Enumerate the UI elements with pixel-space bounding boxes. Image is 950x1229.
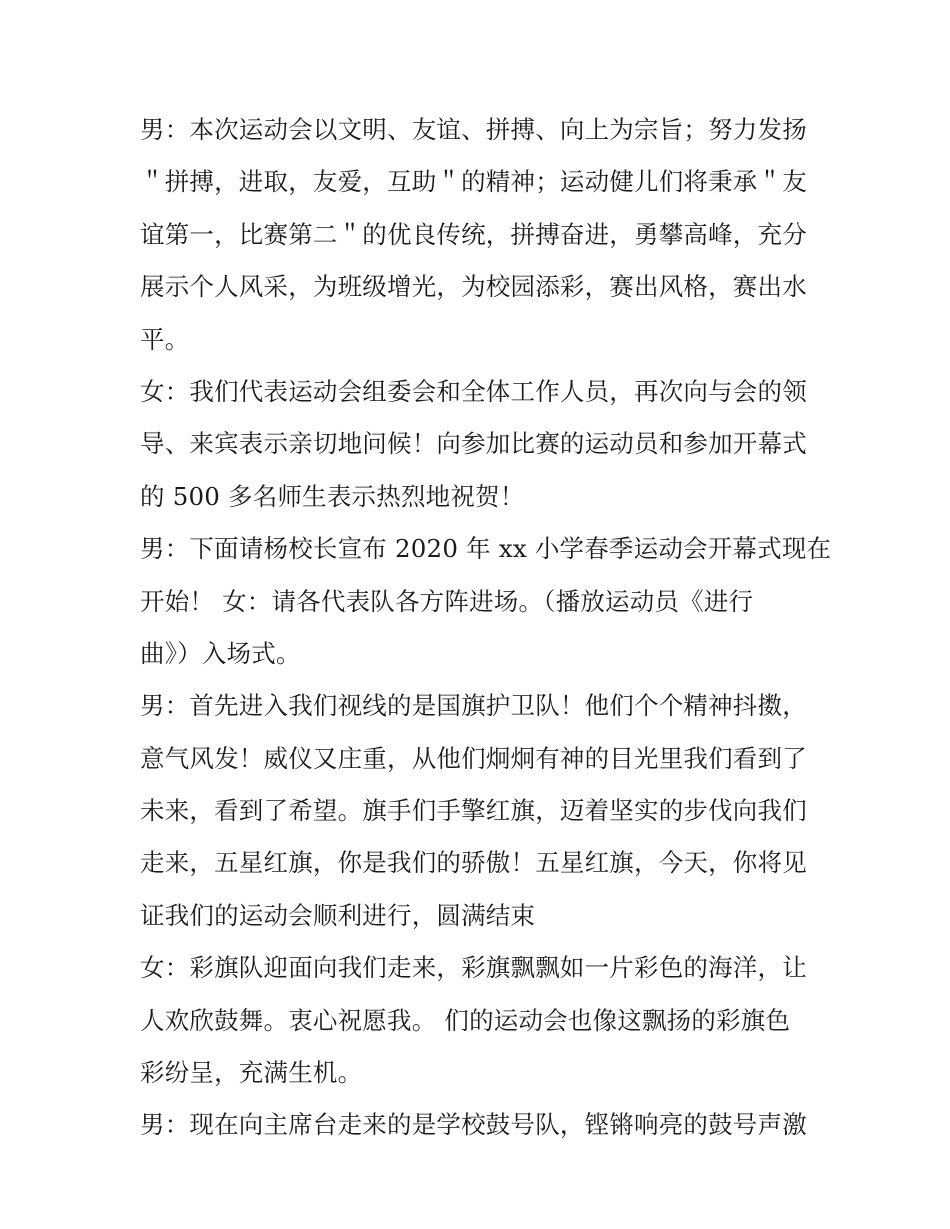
text-line: 女：我们代表运动会组委会和全体工作人员，再次向与会的领 (140, 376, 807, 406)
text-line: 走来，五星红旗，你是我们的骄傲！五星红旗，今天，你将见 (140, 848, 807, 878)
text-line: 导、来宾表示亲切地问候！向参加比赛的运动员和参加开幕式 (140, 429, 807, 459)
text-line: ＂拼搏，进取，友爱，互助＂的精神；运动健儿们将秉承＂友 (140, 167, 807, 197)
text-line: 人欢欣鼓舞。衷心祝愿我。 们的运动会也像这飘扬的彩旗色 (140, 1005, 791, 1035)
document-body (140, 104, 832, 1152)
text-line: 彩纷呈，充满生机。 (140, 1058, 363, 1088)
text-line: 男：下面请杨校长宣布 2020 年 xx 小学春季运动会开幕式现在 (140, 534, 832, 564)
text-line: 女：彩旗队迎面向我们走来，彩旗飘飘如一片彩色的海洋，让 (140, 953, 807, 983)
text-line: 意气风发！威仪又庄重，从他们炯炯有神的目光里我们看到了 (140, 743, 807, 773)
text-line: 的 500 多名师生表示热烈地祝贺！ (140, 481, 525, 511)
text-line: 开始！ 女：请各代表队各方阵进场。（播放运动员《进行 (140, 586, 754, 616)
text-line: 男：本次运动会以文明、友谊、拼搏、向上为宗旨；努力发扬 (140, 115, 807, 144)
text-line: 展示个人风采，为班级增光，为校园添彩，赛出风格，赛出水 (140, 272, 807, 302)
text-line: 平。 (140, 324, 190, 354)
text-line: 男：现在向主席台走来的是学校鼓号队，铿锵响亮的鼓号声激 (140, 1110, 807, 1140)
text-line: 谊第一，比赛第二＂的优良传统，拼搏奋进，勇攀高峰，充分 (140, 219, 807, 249)
text-line: 男：首先进入我们视线的是国旗护卫队！他们个个精神抖擞， (140, 691, 807, 721)
text-line: 曲》）入场式。 (140, 638, 301, 668)
text-line: 证我们的运动会顺利进行，圆满结束 (140, 900, 536, 930)
text-line: 未来，看到了希望。旗手们手擎红旗，迈着坚实的步伐向我们 (140, 796, 807, 826)
